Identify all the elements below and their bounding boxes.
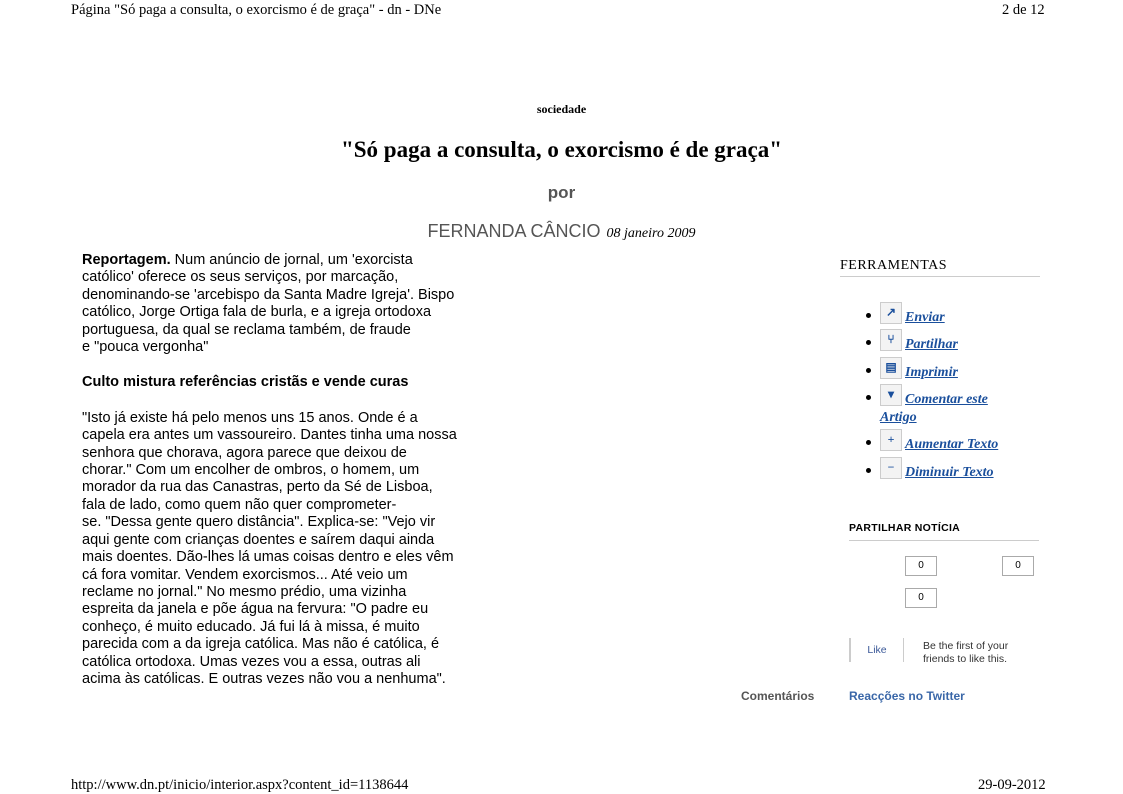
- bullet: [866, 340, 871, 345]
- twitter-reactions-link[interactable]: Reacções no Twitter: [849, 689, 965, 703]
- comment-icon[interactable]: ▾: [880, 384, 902, 406]
- share-counter[interactable]: 0: [905, 556, 937, 576]
- body-line: se. "Dessa gente quero distância". Explica-se: "Vejo vir: [82, 514, 436, 531]
- tools-heading: FERRAMENTAS: [840, 258, 1040, 277]
- article-headline: "Só paga a consulta, o exorcismo é de graça": [341, 137, 782, 162]
- author-name: FERNANDA CÂNCIO: [427, 221, 601, 241]
- article-subheading: Culto mistura referências cristãs e vende curas: [82, 374, 409, 391]
- body-paragraph: [82, 410, 502, 689]
- lede-paragraph: [82, 252, 502, 356]
- body-line: morador da rua das Canastras, perto da Sé de Lisboa,: [82, 479, 433, 496]
- body-line: acima às católicas. E outras vezes não vou a nenhuma".: [82, 670, 446, 687]
- lede-line: denominando-se 'arcebispo da Santa Madre Igreja'. Bispo: [82, 286, 455, 303]
- body-line: fala de lado, como quem não quer comprometer-: [82, 496, 397, 513]
- tool-increase-text-label[interactable]: Aumentar Texto: [905, 437, 999, 452]
- article-body: [82, 252, 502, 688]
- body-line: católica ortodoxa. Umas vezes vou a essa, outras ali: [82, 653, 421, 670]
- lede-line: Num anúncio de jornal, um 'exorcista: [170, 252, 413, 268]
- body-line: capela era antes um vassoureiro. Dantes tinha uma nossa: [82, 427, 457, 444]
- share-icon[interactable]: ⑂: [880, 329, 902, 351]
- send-icon[interactable]: ↗: [880, 302, 902, 324]
- share-counter[interactable]: 0: [1002, 556, 1034, 576]
- bullet: [866, 395, 871, 400]
- lede-label: Reportagem.: [82, 252, 171, 268]
- body-line: cá fora vomitar. Vendem exorcismos... Até veio um: [82, 566, 408, 583]
- lede-line: e "pouca vergonha": [82, 339, 209, 356]
- tool-send-label[interactable]: Enviar: [905, 310, 945, 325]
- share-heading: PARTILHAR NOTÍCIA: [849, 522, 1039, 541]
- body-line: conheço, é muito educado. Já fui lá à missa, é muito: [82, 618, 420, 635]
- byline: [0, 221, 1123, 242]
- body-line: senhora que chorava, agora parece que deixou de: [82, 444, 407, 461]
- tool-print-label[interactable]: Imprimir: [905, 365, 958, 380]
- print-page-number: 2 de 12: [1002, 2, 1045, 18]
- body-line: espreita da janela e põe água na fervura: "O padre eu: [82, 601, 429, 618]
- lede-line: portuguesa, da qual se reclama também, de fraude: [82, 321, 411, 338]
- tool-comment-label[interactable]: Comentar este: [905, 392, 988, 407]
- minus-icon[interactable]: −: [880, 457, 902, 479]
- byline-prefix: por: [547, 183, 576, 202]
- body-line: reclame no jornal." No mesmo prédio, uma vizinha: [82, 583, 407, 600]
- bullet: [866, 313, 871, 318]
- tool-comment-label-2[interactable]: Artigo: [880, 410, 917, 425]
- body-line: parecida com a da igreja católica. Mas não é católica, é: [82, 636, 440, 653]
- body-line: mais doentes. Dão-lhes lá umas coisas dentro e eles vêm: [82, 549, 454, 566]
- comments-link[interactable]: Comentários: [741, 689, 815, 703]
- body-line: chorar." Com um encolher de ombros, o homem, um: [82, 462, 420, 479]
- facebook-like-text: Be the first of your friends to like this.: [923, 640, 1009, 665]
- tool-decrease-text-label[interactable]: Diminuir Texto: [905, 465, 994, 480]
- lede-line: católico' oferece os seus serviços, por marcação,: [82, 269, 399, 286]
- tool-share-label[interactable]: Partilhar: [905, 337, 958, 352]
- body-line: "Isto já existe há pelo menos uns 15 anos. Onde é a: [82, 409, 418, 426]
- facebook-like-button[interactable]: Like: [849, 638, 904, 662]
- plus-icon[interactable]: +: [880, 429, 902, 451]
- body-line: aqui gente com crianças doentes e saírem daqui ainda: [82, 531, 435, 548]
- print-icon[interactable]: ▤: [880, 357, 902, 379]
- print-footer-url: http://www.dn.pt/inicio/interior.aspx?content_id=1138644: [71, 777, 409, 793]
- section-label[interactable]: sociedade: [536, 102, 587, 116]
- bullet: [866, 368, 871, 373]
- publish-date: 08 janeiro 2009: [606, 226, 696, 241]
- print-footer-date: 29-09-2012: [978, 777, 1046, 793]
- print-header-title: Página "Só paga a consulta, o exorcismo é de graça" - dn - DNe: [71, 2, 442, 18]
- bullet: [866, 468, 871, 473]
- bullet: [866, 440, 871, 445]
- lede-line: católico, Jorge Ortiga fala de burla, e a igreja ortodoxa: [82, 304, 432, 321]
- share-counter[interactable]: 0: [905, 588, 937, 608]
